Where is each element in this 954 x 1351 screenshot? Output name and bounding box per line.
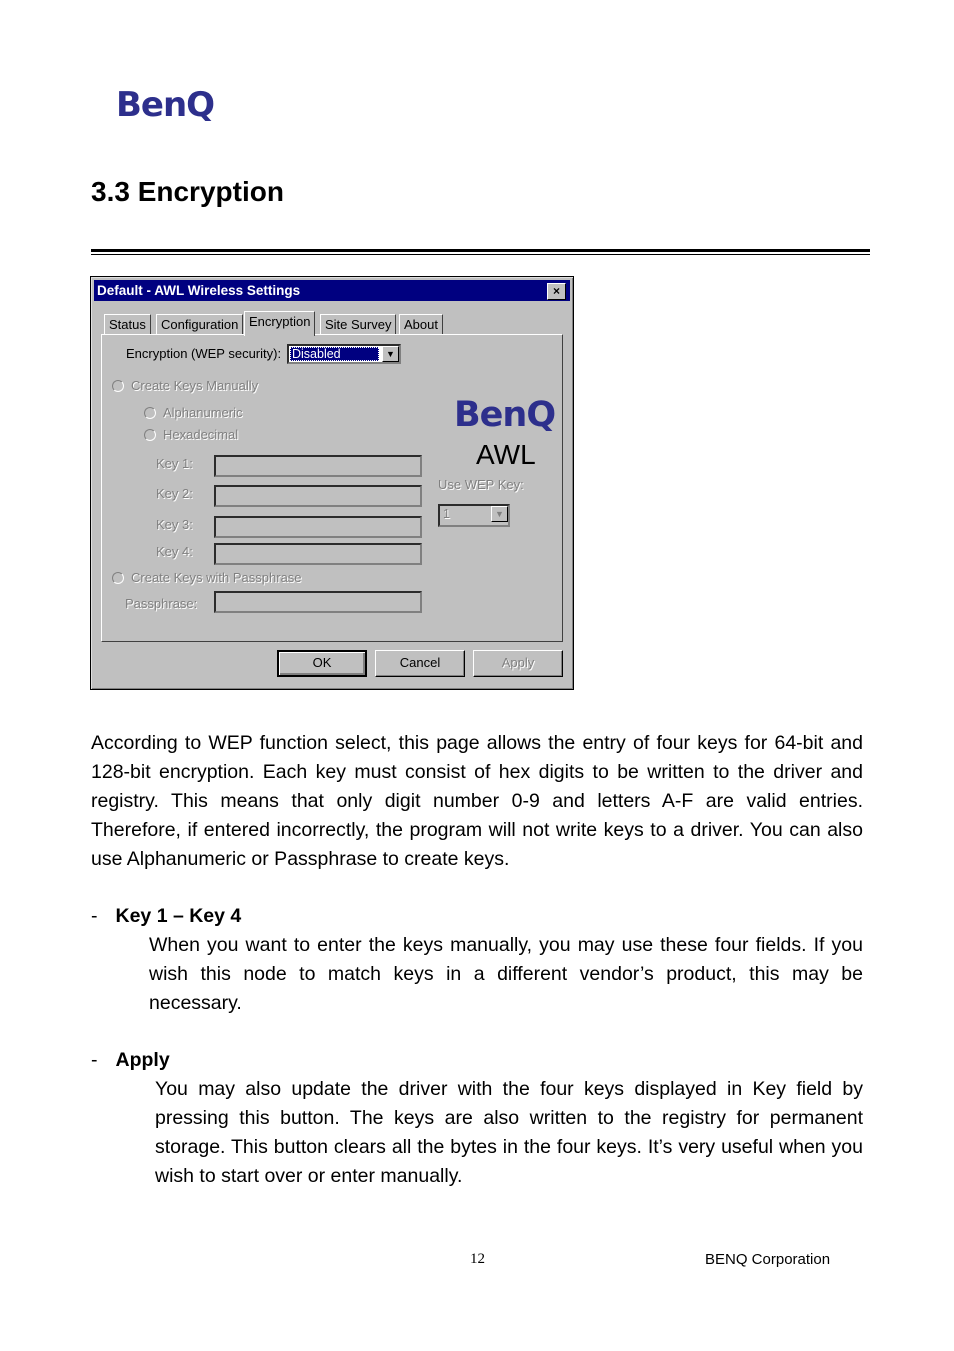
- settings-dialog: [90, 276, 574, 690]
- dialog-titlebar: [94, 280, 570, 301]
- ok-button[interactable]: OK: [277, 650, 367, 677]
- benq-logo: BenQ: [116, 85, 215, 125]
- encryption-panel: [101, 334, 563, 642]
- product-name: AWL: [476, 439, 536, 470]
- tab-encryption[interactable]: Encryption: [244, 311, 315, 336]
- cancel-button[interactable]: Cancel: [375, 650, 465, 677]
- tab-about[interactable]: About: [399, 314, 443, 335]
- alphanumeric-radio[interactable]: [144, 407, 156, 419]
- divider-thin: [91, 254, 870, 255]
- create-manually-label: Create Keys Manually: [131, 378, 259, 393]
- page-number: 12: [470, 1251, 485, 1267]
- alphanumeric-label: Alphanumeric: [163, 405, 243, 420]
- chevron-down-icon[interactable]: ▼: [491, 506, 508, 522]
- tab-site-survey[interactable]: Site Survey: [320, 314, 396, 335]
- close-icon[interactable]: ×: [547, 283, 566, 300]
- key3-label: Key 3:: [156, 517, 193, 532]
- item-apply: [91, 1046, 170, 1075]
- use-wep-key-value: 1: [443, 507, 450, 521]
- tab-configuration[interactable]: Configuration: [156, 314, 243, 335]
- key4-label: Key 4:: [156, 544, 193, 559]
- section-title: 3.3 Encryption: [91, 176, 284, 207]
- item-description: You may also update the driver with the four keys displayed in Key field by pressing this button. The keys are also written to the registry for permanent storage. This button clears all the bytes in the four keys. It’s very useful when you wish to start over or enter manually.: [155, 1078, 863, 1187]
- use-wep-key-label: Use WEP Key:: [438, 477, 524, 492]
- bullet-dash: -: [91, 1049, 98, 1071]
- key3-field[interactable]: [214, 516, 422, 538]
- hexadecimal-radio[interactable]: [144, 429, 156, 441]
- key1-field[interactable]: [214, 455, 422, 477]
- chevron-down-icon[interactable]: ▼: [382, 346, 399, 362]
- bullet-dash: -: [91, 905, 98, 927]
- use-wep-key-select[interactable]: [438, 504, 510, 527]
- divider: [91, 249, 870, 252]
- item-title: Apply: [115, 1049, 170, 1071]
- item-key1-key4: [91, 902, 241, 931]
- item-title: Key 1 – Key 4: [115, 905, 242, 927]
- passphrase-label: Passphrase:: [125, 596, 198, 611]
- item-description: When you want to enter the keys manually, you may use these four fields. If you wish this node to match keys in a different vendor’s product, this may be necessary.: [149, 934, 863, 1014]
- dialog-title: Default - AWL Wireless Settings: [97, 283, 301, 298]
- benq-brand-logo: BenQ: [454, 395, 556, 435]
- footer-company: BENQ Corporation: [705, 1251, 831, 1268]
- tab-status[interactable]: Status: [104, 314, 151, 335]
- hexadecimal-label: Hexadecimal: [163, 427, 239, 442]
- encryption-value: Disabled: [290, 347, 379, 361]
- encryption-select[interactable]: [287, 344, 401, 364]
- key4-field[interactable]: [214, 543, 422, 565]
- key2-label: Key 2:: [156, 486, 193, 501]
- key2-field[interactable]: [214, 485, 422, 507]
- encryption-label: Encryption (WEP security):: [126, 346, 282, 361]
- create-passphrase-label: Create Keys with Passphrase: [131, 570, 302, 585]
- passphrase-field[interactable]: [214, 591, 422, 613]
- apply-button[interactable]: Apply: [473, 650, 563, 677]
- intro-paragraph: According to WEP function select, this page allows the entry of four keys for 64-bit and 128-bit encryption. Each key must consist of hex digits to be written to the driver and registry. This means that only digit number 0-9 and letters A-F are valid entries. Therefore, if entered incorrectly, the program will not write keys to a driver. You can also use Alphanumeric or Passphrase to create keys.: [91, 732, 863, 870]
- create-passphrase-radio[interactable]: [112, 572, 124, 584]
- key1-label: Key 1:: [156, 456, 193, 471]
- create-manually-radio[interactable]: [112, 380, 124, 392]
